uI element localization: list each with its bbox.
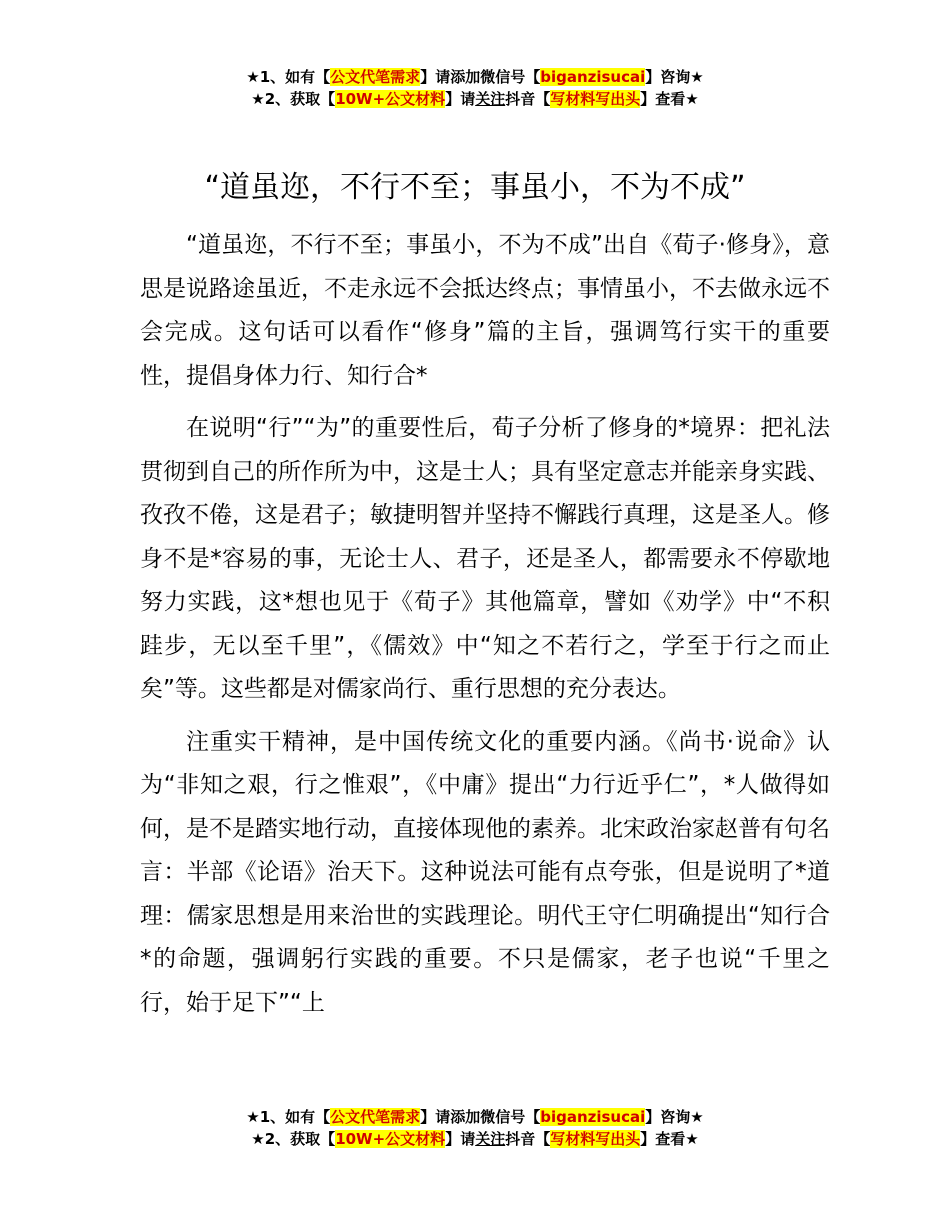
highlight-ghostwriting: 公文代笔需求: [330, 68, 421, 86]
underline-follow: 关注: [475, 90, 506, 108]
highlight-materials: 10W+公文材料: [335, 90, 446, 108]
page-title: “道虽迩，不行不至；事虽小，不为不成”: [204, 170, 746, 205]
banner-line-2: ★2、获取【10W+公文材料】请关注抖音【写材料写出头】查看★: [251, 1130, 699, 1148]
banner-line-1: ★1、如有【公文代笔需求】请添加微信号【biganzisucai】咨询★: [246, 1108, 704, 1126]
paragraph-3: 注重实干精神，是中国传统文化的重要内涵。《尚书·说命》认为“非知之艰，行之惟艰”，《中庸》提出“力行近乎仁”，*人做得如何，是不是踏实地行动，直接体现他的素养。北宋政治家赵普有句名言：半部《论语》治天下。这种说法可能有点夸张，但是说明了*道理：儒家思想是用来治世的实践理论。明代王守仁明确提出“知行合*的命题，强调躬行实践的重要。不只是儒家，老子也说“千里之行，始于足下”“上: [140, 728, 830, 1016]
highlight-ghostwriting: 公文代笔需求: [330, 1108, 421, 1126]
underline-follow: 关注: [475, 1130, 506, 1148]
highlight-douyin-account: 写材料写出头: [550, 1130, 641, 1148]
highlight-wechat-id: biganzisucai: [540, 68, 646, 86]
highlight-douyin-account: 写材料写出头: [550, 90, 641, 108]
article-body: [140, 224, 830, 1025]
highlight-wechat-id: biganzisucai: [540, 1108, 646, 1126]
highlight-materials: 10W+公文材料: [335, 1130, 446, 1148]
footer-banner: [0, 1106, 950, 1150]
banner-line-2: ★2、获取【10W+公文材料】请关注抖音【写材料写出头】查看★: [251, 90, 699, 108]
paragraph-2: 在说明“行”“为”的重要性后，荀子分析了修身的*境界：把礼法贯彻到自己的所作所为中，这是士人；具有坚定意志并能亲身实践、孜孜不倦，这是君子；敏捷明智并坚持不懈践行真理，这是圣人。修身不是*容易的事，无论士人、君子，还是圣人，都需要永不停歇地努力实践，这*想也见于《荀子》其他篇章，譬如《劝学》中“不积跬步，无以至千里”，《儒效》中“知之不若行之，学至于行之而止矣”等。这些都是对儒家尚行、重行思想的充分表达。: [140, 415, 830, 702]
header-banner: [0, 66, 950, 110]
paragraph-1: “道虽迩，不行不至；事虽小，不为不成”出自《荀子·修身》，意思是说路途虽近，不走永远不会抵达终点；事情虽小，不去做永远不会完成。这句话可以看作“修身”篇的主旨，强调笃行实干的重要性，提倡身体力行、知行合*: [140, 232, 830, 389]
banner-line-1: ★1、如有【公文代笔需求】请添加微信号【biganzisucai】咨询★: [246, 68, 704, 86]
